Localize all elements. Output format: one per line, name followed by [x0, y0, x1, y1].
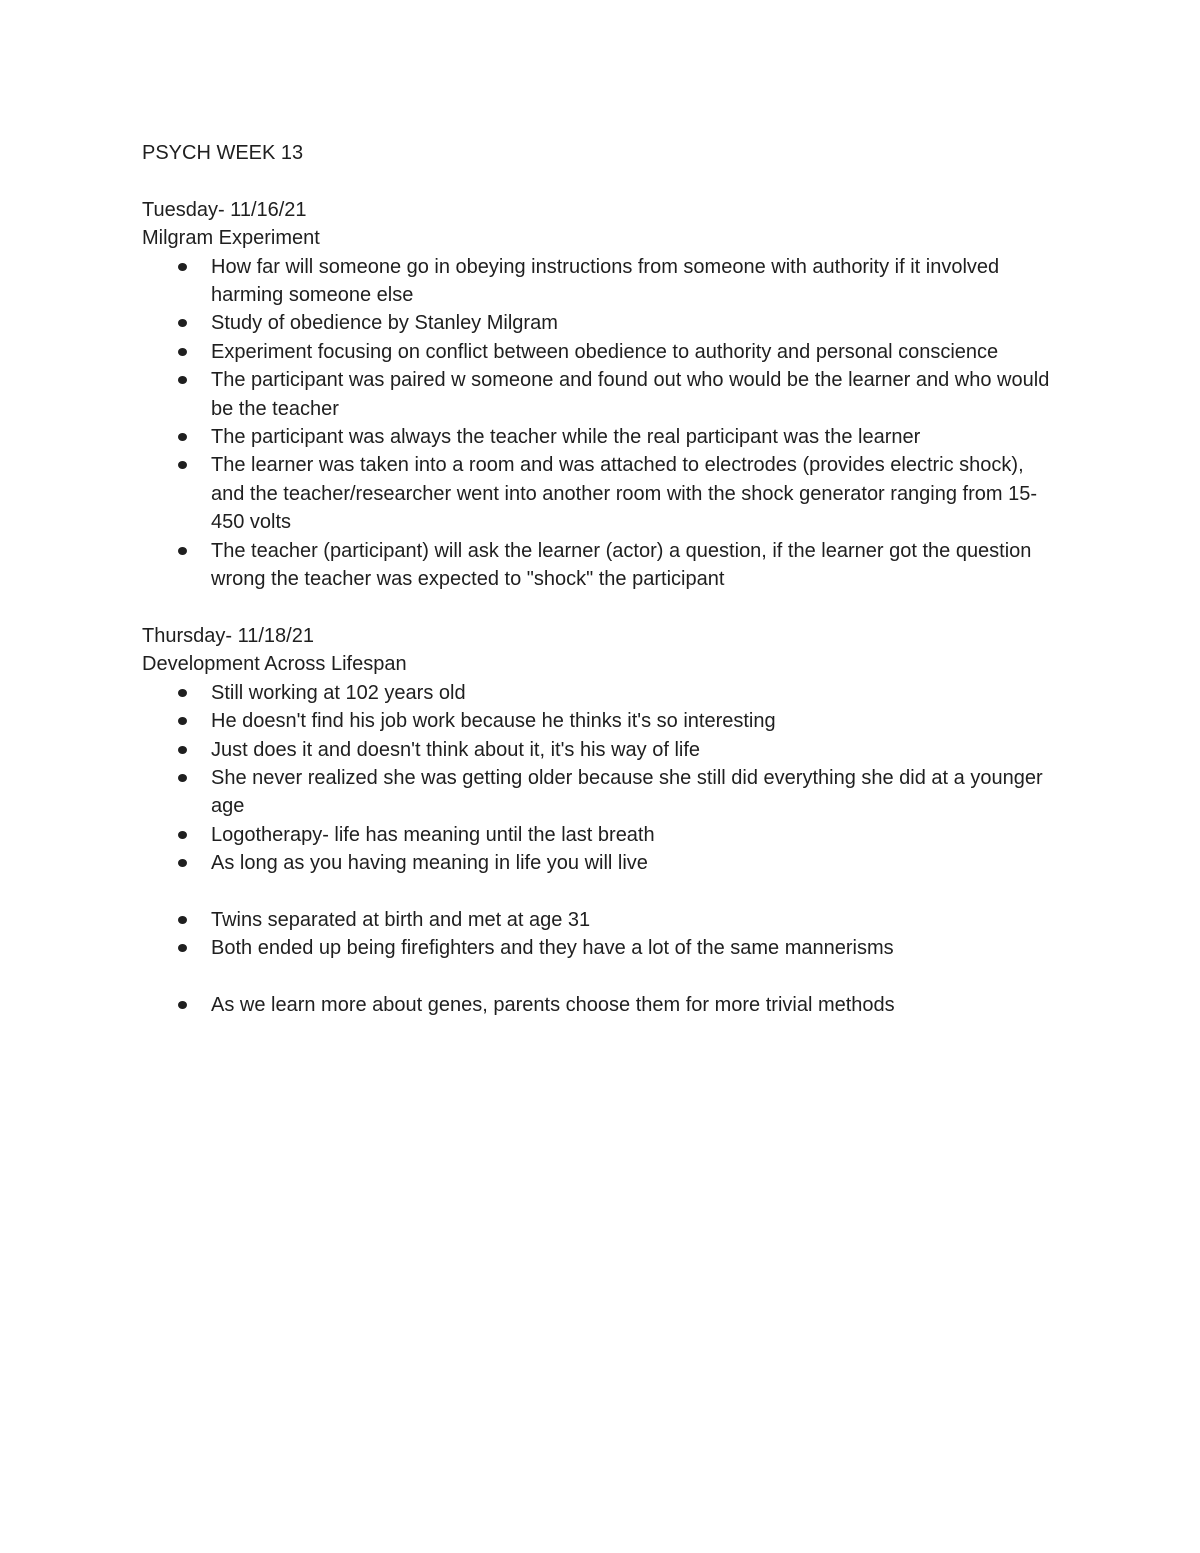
list-item: [142, 991, 1056, 1019]
list-item: [142, 309, 1056, 337]
list-item-text: The participant was paired w someone and found out who would be the learner and who would be the teacher: [211, 369, 1050, 420]
bullet-icon: [178, 831, 187, 839]
list-item: [142, 451, 1056, 536]
list-item: [142, 366, 1056, 423]
list-item: [142, 679, 1056, 707]
list-item-text: The teacher (participant) will ask the learner (actor) a question, if the learner got the question wrong the teacher was expected to "shock" the participant: [211, 539, 1032, 591]
bullet-icon: [178, 348, 187, 356]
bullet-icon: [178, 433, 187, 441]
list-item-text: The participant was always the teacher while the real participant was the learner: [211, 426, 921, 449]
bullet-icon: [178, 461, 187, 469]
list-item-text: How far will someone go in obeying instructions from someone with authority if it involved harming someone else: [211, 255, 1000, 307]
bullet-icon: [178, 746, 187, 754]
list-item-text: Experiment focusing on conflict between obedience to authority and personal conscience: [211, 340, 999, 363]
list-item: [142, 849, 1056, 877]
bullet-icon: [178, 916, 187, 924]
bullet-icon: [178, 859, 187, 867]
thursday-bullet-list: [142, 679, 1062, 1020]
list-item-text: She never realized she was getting older because she still did everything she did at a younger age: [211, 766, 1043, 818]
bullet-icon: [178, 263, 187, 271]
bullet-icon: [178, 689, 187, 697]
thursday-topic: Development Across Lifespan: [142, 653, 407, 676]
list-item-text: Both ended up being firefighters and they have a lot of the same mannerisms: [211, 937, 894, 960]
bullet-icon: [178, 547, 187, 555]
list-item: [142, 764, 1056, 821]
list-item-text: Just does it and doesn't think about it, it's his way of life: [211, 738, 701, 761]
list-item: [142, 906, 1056, 934]
list-item-text: He doesn't find his job work because he thinks it's so interesting: [211, 710, 776, 733]
bullet-icon: [178, 319, 187, 327]
tuesday-bullet-list: [142, 253, 1062, 594]
blank-line: [142, 593, 1062, 621]
list-item: [142, 338, 1056, 366]
bullet-icon: [178, 774, 187, 782]
bullet-icon: [178, 944, 187, 952]
document-body: [142, 139, 1062, 1020]
list-item: [142, 736, 1056, 764]
list-item: [142, 253, 1056, 310]
tuesday-date-line: Tuesday- 11/16/21: [142, 198, 307, 221]
list-item: [142, 821, 1056, 849]
list-item: [142, 934, 1056, 962]
bullet-icon: [178, 717, 187, 725]
list-item-text: Twins separated at birth and met at age 31: [211, 908, 591, 931]
list-item-text: Logotherapy- life has meaning until the last breath: [211, 823, 655, 846]
list-item-text: As long as you having meaning in life you will live: [211, 852, 648, 875]
list-item: [142, 423, 1056, 451]
list-item-text: Study of obedience by Stanley Milgram: [211, 312, 558, 335]
list-item: [142, 707, 1056, 735]
list-item-text: As we learn more about genes, parents choose them for more trivial methods: [211, 994, 895, 1017]
bullet-icon: [178, 376, 187, 384]
tuesday-topic: Milgram Experiment: [142, 227, 320, 250]
list-item: [142, 537, 1056, 594]
list-item-text: The learner was taken into a room and was attached to electrodes (provides electric shock), and the teacher/researcher went into another room with the shock generator ranging from 15-450 volts: [211, 454, 1038, 534]
thursday-date-line: Thursday- 11/18/21: [142, 624, 314, 647]
bullet-icon: [178, 1001, 187, 1009]
document-title: PSYCH WEEK 13: [142, 142, 304, 164]
list-item-text: Still working at 102 years old: [211, 681, 466, 704]
blank-line: [142, 167, 1062, 195]
